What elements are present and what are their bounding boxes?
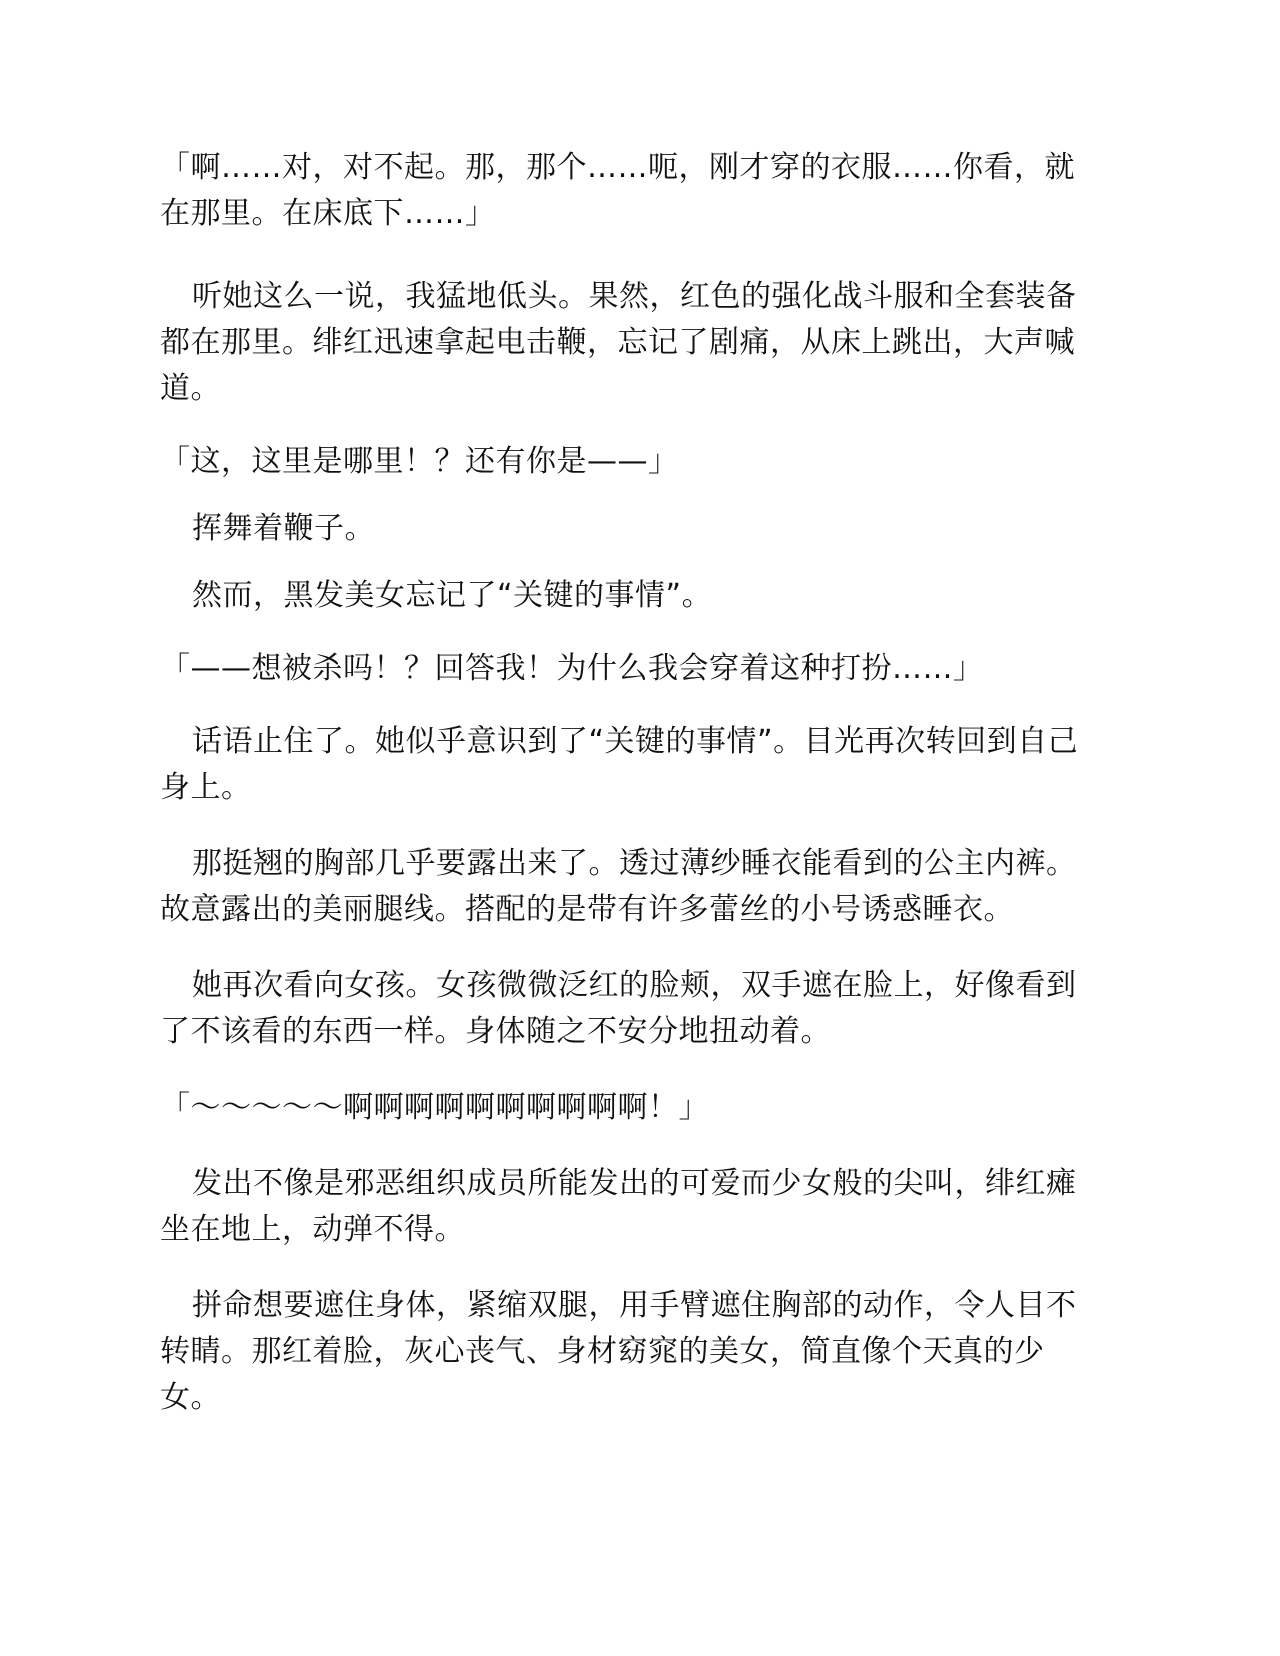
dialogue-paragraph: 「——想被杀吗！？回答我！为什么我会穿着这种打扮……」 [160,651,984,686]
dialogue-paragraph: 「～～～～～啊啊啊啊啊啊啊啊啊啊！」 [160,1090,709,1125]
narrative-paragraph: 拼命想要遮住身体，紧缩双腿，用手臂遮住胸部的动作，令人目不转睛。那红着脸，灰心丧气、身材窈窕的美女，简直像个天真的少女。 [160,1288,1077,1415]
document-page [160,145,1105,1421]
narrative-paragraph: 然而，黑发美女忘记了“关键的事情”。 [192,578,713,613]
narrative-paragraph: 她再次看向女孩。女孩微微泛红的脸颊，双手遮在脸上，好像看到了不该看的东西一样。身体随之不安分地扭动着。 [160,968,1077,1049]
narrative-paragraph: 挥舞着鞭子。 [192,511,375,546]
narrative-paragraph: 听她这么一说，我猛地低头。果然，红色的强化战斗服和全套装备都在那里。绯红迅速拿起电击鞭，忘记了剧痛，从床上跳出，大声喊道。 [160,279,1077,406]
narrative-paragraph: 那挺翘的胸部几乎要露出来了。透过薄纱睡衣能看到的公主内裤。故意露出的美丽腿线。搭配的是带有许多蕾丝的小号诱惑睡衣。 [160,846,1077,927]
dialogue-paragraph: 「这，这里是哪里！？还有你是——」 [160,444,679,479]
dialogue-paragraph: 「啊……对，对不起。那，那个……呃，刚才穿的衣服……你看，就在那里。在床底下……」 [160,150,1075,231]
narrative-paragraph: 发出不像是邪恶组织成员所能发出的可爱而少女般的尖叫，绯红瘫坐在地上，动弹不得。 [160,1166,1077,1247]
narrative-paragraph: 话语止住了。她似乎意识到了“关键的事情”。目光再次转回到自己身上。 [160,724,1079,805]
